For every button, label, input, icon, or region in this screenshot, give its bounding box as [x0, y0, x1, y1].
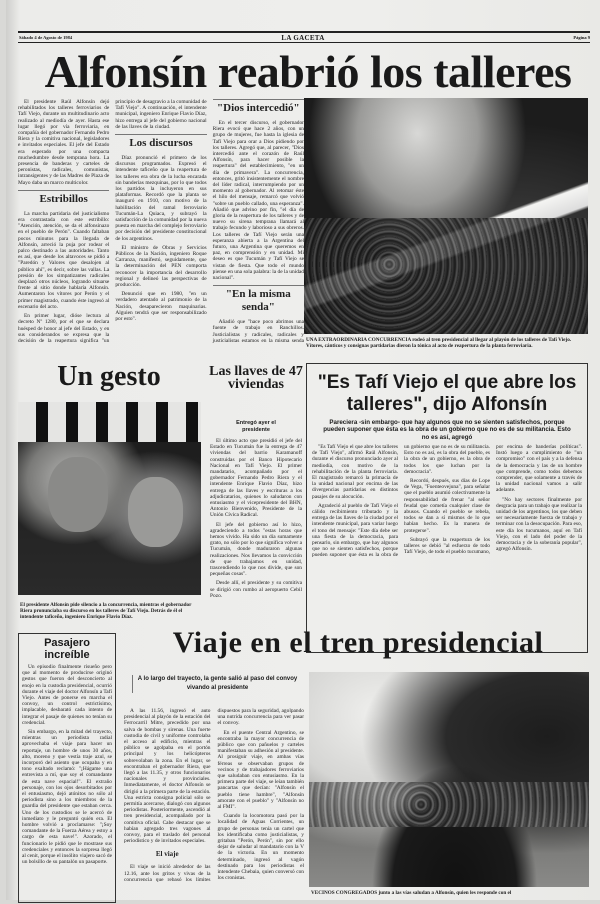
- gesto-headline: Un gesto: [57, 361, 161, 392]
- newspaper-page: [6, 0, 600, 900]
- paragraph: Añadió que "hace poco abrimos una fuente de trabajo en Ranchillos. Justicialistas y radicales, radicales y justicialistas estamos en la misma senda: [212, 319, 304, 344]
- alfonsin-gesture-photo: [18, 402, 201, 595]
- paragraph: Sin embargo, en la mitad del trayecto, mientras un periodista radial aprovechaba el viaje para hacer un reportaje, un hombre de unos 30 años, alto, moreno y que vestía traje azul, se incorporó del asiento que ocupaba y en tono exaltado reclamó: "¡Hágame una entrevista a mí, que soy el comandante de esta nave espacial!". El extraño personaje, con los ojos desorbitados por el entusiasmo, dejó atónitos no sólo al periodista sino a los miembros de la guardia del presidente que estaban cerca. Uno de los custodios se le acercó de inmediato y le preguntó quién era. El hombre volvió a proclamarse: "¡Soy comandante de la Fuerza Aérea y estoy a cargo de esta nave!". Azorado, el funcionario le pidió que le mostrase sus credenciales y entonces la sorpresa llegó al cenit, porque el insólito viajero sacó de un bolsillo de su pantalón un pasaporte.: [22, 729, 112, 866]
- issue-date: Sábado 4 de Agosto de 1984: [19, 35, 73, 40]
- paragraph: El último acto que presidió el jefe del Estado en Tucumán fue la entrega de 47 viviendas del barrio Karamanoff construidas por el Banco Hipotecario Nacional en Tafí Viejo. El primer mandatario, acompañado por el gobernador Fernando Pedro Riera y el intendente Enrique Flavio Díaz, hizo entrega de las llaves y escrituras a los adjudicatarios, quienes lo saludaron con entusiasmo y el vicepresidente del BHN, Antonio Bienvenido, Presidente de la Unión Cívica Radical.: [210, 438, 302, 519]
- paragraph: La marcha partidaria del justicialismo era contrastada con este estribillo: "Atención, atención, se da el alfonsinazo en el pueblo de Perón". Cuando faltaban pocos minutos para la llegada de Alfonsín, arreció la puja por rodear el palco destinado a las autoridades. Tanto es así, que desde los altavoces se pidió a "Paredón y Valores que desalojen al público ahí", es decir, sobre las vallas. La presión de los simpatizantes radicales desplazó otros núcleos, logrando situarse frente al sitio donde hablaría Alfonsín. Aumentaron los vítores por Perón y el primer magistrado, cuando éste ingresó al escenario del acto.: [18, 210, 110, 310]
- paragraph: Díaz pronunció el primero de los discursos programados. Expresó el intendente taficeño que la reapertura de los talleres era obra de la lucha encarada sin banderías mezquinas, por lo que todos los partidos la incluyeron en sus plataformas. Recordó que la planta se inauguró en 1910, con motivo de la habilitación del ramal ferroviario Tucumán-La Quiaca, y subrayó la satisfacción de la comunidad por la nueva puesta en marcha del complejo ferroviario por decisión del presidente constitucional de los argentinos.: [115, 155, 207, 242]
- tafi-deck: Pareciera -sin embargo- que hay algunos que no se sienten satisfechos, porque pueden suponer que ésta es la obra de un gobierno que no es de su militancia. Esto no es así, agregó: [323, 419, 571, 441]
- section-subhead: "Dios intercedió": [213, 99, 304, 115]
- pasajero-box: [18, 633, 116, 903]
- paragraph: En primer lugar, dióse lectura al decreto Nº 1280, por el que se declara huésped de honor al jefe del Estado, y en sus considerandos se expresa que la decisión de la reapertura significa "un principio de desagravio a la comunidad de Tafí Viejo". A continuación, el intendente municipal, ingeniero Enrique Flavio Díaz, hizo entrega al jefe del gobierno nacional de las llaves de la ciudad.: [18, 99, 207, 344]
- lead-photo-caption: UNA EXTRAORDINARIA CONCURRENCIA rodeó al tren presidencial al llegar al playón de los talleres de Tafí Viejo. Vítores, cánticos y consignas partidarias dieron la tónica al acto de reapertura de la planta ferroviaria.: [306, 337, 572, 349]
- llaves-article-body: [210, 438, 302, 618]
- llaves-headline: Las llaves de 47 viviendas: [209, 364, 303, 392]
- viaje-deck: A lo largo del trayecto, la gente salió al paso del convoy vivando al presidente: [132, 675, 302, 693]
- paragraph: A las 11.56, ingresó el auto presidencial al playón de la estación del Ferrocarril Mitre, precedido por una salva de bombas y sirenas. Una fuerte custodia de civil y uniforme controlaba el acceso al edificio, mientras el público se agolpaba en el portón principal y los helicópteros sobrevolaban la zona. En el lugar, se encontraban el gobernador Riera, que llegó a las 11.35, y otros funcionarios nacionales y provinciales. Inmediatamente, el doctor Alfonsín se dirigió a la primera parte de la estación. Una estricta consigna policial sólo se permitía acercarse, dialogó con algunos periodistas. Posteriormente, ascendió al tren presidencial, acompañado por la comitiva oficial. Cabe destacar que se habían agregado tres vagones al convoy, para el traslado del personal periodístico y de invitados especiales.: [124, 708, 211, 845]
- paragraph: En el tercer discurso, el gobernador Riera evocó que hace 2 años, con un grupo de mujeres, fue hasta la iglesia de Tafí Viejo para orar a Dios pidiendo por los talleres. Agregó que, al parecer, "Dios intercedió ante el corazón de Raúl Alfonsín, para hacer posible la reapertura" del establecimiento, "en un día de primavera". La concurrencia, entonces, gritó insistentemente el nombre del líder radical, interrumpiendo por un momento al gobernador. Al retomar éste el hilo del mensaje, remarcó que volvió "sobre un pueblo callado, una esperanza". Añadió que advino por fin, "el día de gloria de la reapertura de los talleres y de nuevo su sirena temprana llamará al trabajo fecundo y laborioso a sus obreros. Los talleres de Tafí Viejo serán una esperanza abierta a la Argentina del futuro, una Argentina que queremos en paz, en comprensión y en unidad. Mi deseo es que Tucumán y Tafí Viejo se vistan de fiesta. Que todo el mundo piense en una sola palabra: la de la unidad nacional".: [212, 120, 304, 282]
- face-shape: [48, 457, 108, 532]
- pasajero-body: [22, 664, 112, 904]
- paragraph: "No hay sectores finalmente por desgracia para un trabajo que realizar la unidad de los argentinos, los que deben ser necesariamente fuerza de trabajo y terminar con la desocupación. Para eso, este día los tucumanos, aquí en Tafí Viejo, con el lado del poder de la democracia y de la soberanía popular", agregó Alfonsín.: [496, 496, 582, 553]
- page-number: Página 9: [573, 35, 590, 40]
- paragraph: Recordó, después, sus días de Lope de Vega, "Fuenteovejuna", para señalar que el pueblo asumió colectivamente la responsabilidad de frenar "al señor feudal que cometía cualquier clase de abusos. Cuando el pueblo se rebela, todos se dan a sí mismos de lo que habían hecho. Es la manera de protegerse".: [404, 478, 490, 534]
- tafi-headline: "Es Tafí Viejo el que abre los talleres", dijo Alfonsín: [317, 372, 577, 415]
- masthead-rule-bottom: [18, 42, 590, 43]
- paragraph: El presidente Raúl Alfonsín dejó rehabilitados los talleres ferroviarios de Tafí Viejo, durante un multitudinario acto realizado al mediodía de ayer. Hasta ese lugar llegó por vía ferroviaria, en compañía del gobernador Fernando Pedro Riera y la comitiva nacional, legisladores e invitados especiales. El jefe del Estado era esperado por una compacta muchedumbre desde temprana hora. La presencia de banderas y carteles de peronistas, radicales, comunistas, intransigentes y de las Madres de Plaza de Mayo daba un marco multicolor.: [18, 99, 110, 186]
- viaje-photo-caption: VECINOS CONGREGADOS junto a las vías saludan a Alfonsín, quien les responde con el: [311, 890, 512, 896]
- paragraph: En el puente Central Argentino, se encontraba la mayor concurrencia de público que con pañuelos y carteles manifestaban su adhesión al presidente. Al prosiguir viaje, en ambas vías férreas se observaban grupos de vecinos y de trabajadores ferroviarios que saludaban con entusiasmo. En la primera parte del viaje, se leían también pancartas que decían: "Alfonsín el pueblo tiene hambre", "Alfonsín amorate con el pueblo" y "Alfonsín no al FMI".: [217, 729, 304, 811]
- section-subhead: "En la misma senda": [213, 285, 304, 314]
- tafi-article-box: [306, 363, 588, 653]
- paragraph: Agradeció al pueblo de Tafí Viejo el cálido recibimiento tributado y la entrega de las llaves de la ciudad por el intendente municipal, para variar luego el tono del mensaje: "Este día debe ser una fiesta de la democracia, para pensarlo, sin embargo, que hay algunos que no se sienten satisfechos, porque pueden suponer que ésta es la obra de un gobierno que no es de su militancia. Esto no es así, es la obra del pueblo, es la obra de un gobierno, es la obra de todos los que luchan por la democracia".: [312, 444, 490, 559]
- paragraph: El jefe del gobierno así lo hizo, agradeciendo a todos "estas horas que hemos vivido. Ha sido un día sumamente grato, no sólo por lo que significa volver a Tucumán, donde maduraron algunas realizaciones. Nos llevamos la convicción de que trabajamos en unidad, trascendiendo lo que nos divide, que son pequeñas cosas".: [210, 521, 302, 578]
- paragraph: Un episodio finalmente risueño pero que al momento de producirse originó gestos que fueron del desconcierto al enojo en la custodia presidencial, ocurrió durante el viaje del doctor Alfonsín a Tafí Viejo. Antes de ponerse en marcha el convoy, un control estrictísimo, implacable, desbarató cada intento de integrar el pasaje de quienes no tenían su credencial.: [22, 664, 112, 726]
- banner-background: [18, 402, 201, 442]
- crowd-texture: [304, 218, 588, 334]
- lead-article-body: [18, 99, 304, 345]
- paragraph: El viaje se inició alrededor de las 12.16, ante los gritos y vivas de la concurrencia que rebasó los límites dispuestos para la seguridad, agolpando una nutrida concurrencia para ver pasar el convoy.: [124, 708, 304, 883]
- masthead-rule-top: [18, 31, 590, 33]
- paragraph: Desde allí, el presidente y su comitiva se dirigió con rumbo al aeropuerto Cebil Pozo.: [210, 580, 302, 599]
- paragraph: Denunció que en 1980, "en un verdadero atentado al patrimonio de la Nación, desaparecieron maquinarias. Alguien tendrá que ser responsabilizado por esto".: [115, 291, 207, 323]
- crowd-at-train-photo: [304, 98, 588, 334]
- section-subhead: Estribillos: [18, 190, 109, 206]
- viaje-headline: Viaje en el tren presidencial: [172, 626, 544, 659]
- section-subhead: El viaje: [155, 850, 179, 859]
- gesto-photo-caption: El presidente Alfonsín pide silencio a la concurrencia, mientras el gobernador Riera pronunciaba su discurso en los talleres de Tafí Viejo. Detrás de él el intendente taficeño, ingeniero Enrique Flavio Díaz.: [20, 602, 192, 620]
- paragraph: El ministro de Obras y Servicios Públicos de la Nación, ingeniero Roque Carranza, manifestó, seguidamente, que la determinación del PEN comporta reconocer la importancia del desarrollo regional y delineó las perspectivas de producción.: [115, 244, 207, 289]
- paragraph: Cuando la locomotora pasó por la localidad de Aguas Corrientes, un grupo de personas tenía un cartel que los identificaba como justicialistas, y gritaban "Perón, Perón", sin por ello dejar de saludar al mandatario con la V de la victoria. En un momento determinado, ingresó al vagón destinado para los periodistas el intendente Chebaia, quien conversó con los cronistas.: [217, 813, 304, 882]
- llaves-deck: Entregó ayer el presidente: [236, 420, 276, 433]
- crowd-texture: [309, 782, 589, 827]
- paragraph: Subrayó que la reapertura de los talleres se debió "al esfuerzo de todo Tafí Viejo, de todo el pueblo tucumano, por encima de banderías políticas". Instó luego a cumplimiento de "un compromiso" con el país y a la defensa de la democracia y las de un hombre que comprende, como todos debemos comprender, que solamente a través de la unidad nacional vamos a salir adelante.: [404, 444, 582, 556]
- section-subhead: Los discursos: [115, 134, 206, 150]
- viaje-article-body: [124, 708, 304, 900]
- tafi-article-body: [312, 444, 582, 649]
- face-shape: [128, 477, 183, 547]
- pasajero-headline: Pasajero increíble: [44, 637, 90, 661]
- newspaper-name: LA GACETA: [281, 34, 325, 42]
- paragraph: "Es Tafí Viejo el que abre los talleres de Tafí Viejo", afirmó Raúl Alfonsín, durante el discurso pronunciado ayer al mediodía, con motivo de la rehabilitación de la planta ferroviaria. El magistrado remarcó la primacía de la unidad nacional por encima de las divergencias partidarias en distintos pasajes de su alocución.: [312, 444, 398, 500]
- train-passing-photo: [309, 672, 589, 887]
- lead-headline: Alfonsín reabrió los talleres: [44, 46, 572, 97]
